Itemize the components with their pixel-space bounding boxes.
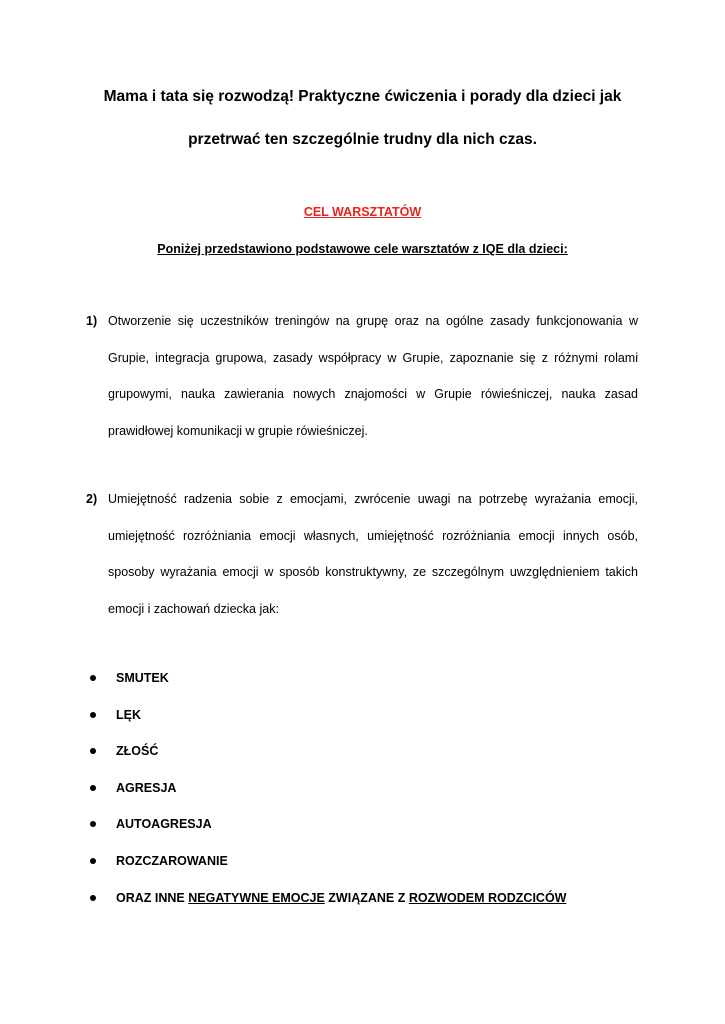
bullet-icon <box>90 785 96 791</box>
bullet-icon <box>90 821 96 827</box>
document-title-line-1: Mama i tata się rozwodzą! Praktyczne ćwiczenia i porady dla dzieci jak <box>103 88 622 105</box>
bullet-icon <box>90 712 96 718</box>
numbered-item-2 <box>86 481 638 627</box>
item-number: 1) <box>86 314 98 328</box>
list-item <box>88 697 668 734</box>
bullet-icon <box>90 895 96 901</box>
list-item-last <box>88 880 668 917</box>
numbered-item-1 <box>86 303 638 449</box>
bullet-text-part-3: ZWIĄZANE Z <box>324 890 409 905</box>
bullet-icon <box>90 748 96 754</box>
list-item <box>88 806 668 843</box>
bullet-text-underlined-2: ROZWODEM RODZCICÓW <box>408 890 567 905</box>
item-text: Umiejętność radzenia sobie z emocjami, zwrócenie uwagi na potrzebę wyrażania emocji, umiejętność rozróżniania emocji własnych, umiejętność rozróżniania emocji innych osób, sposoby wyrażania emocji w sposób konstruktywny, ze szczególnym uwzględnieniem takich emocji i zachowań dziecka jak: <box>108 492 638 616</box>
bullet-text: ZŁOŚĆ <box>116 744 159 759</box>
list-item <box>88 733 668 770</box>
document-title-line-2: przetrwać ten szczególnie trudny dla nich czas. <box>188 131 537 148</box>
list-item <box>88 770 668 807</box>
section-heading: CEL WARSZTATÓW <box>303 205 422 219</box>
list-item <box>88 660 668 697</box>
bullet-text-part-1: ORAZ INNE <box>116 890 189 905</box>
item-text: Otworzenie się uczestników treningów na grupę oraz na ogólne zasady funkcjonowania w Grupie, integracja grupowa, zasady współpracy w Grupie, zapoznanie się z różnymi rolami grupowymi, nauka zawierania nowych znajomości w Grupie rówieśniczej, nauka zasad prawidłowej komunikacji w grupie rówieśniczej. <box>108 314 638 438</box>
bullet-text: ROZCZAROWANIE <box>116 853 228 868</box>
list-item <box>88 843 668 880</box>
section-subheading: Poniżej przedstawiono podstawowe cele warsztatów z IQE dla dzieci: <box>157 242 568 256</box>
item-number: 2) <box>86 492 98 506</box>
bullet-text: SMUTEK <box>116 671 169 685</box>
bullet-icon <box>90 675 96 681</box>
bullet-icon <box>90 858 96 864</box>
bullet-text: AGRESJA <box>116 780 177 795</box>
emotions-bullet-list <box>88 660 668 916</box>
bullet-text: LĘK <box>116 707 141 722</box>
bullet-text-underlined-1: NEGATYWNE EMOCJE <box>188 890 325 905</box>
bullet-text: AUTOAGRESJA <box>116 817 212 832</box>
